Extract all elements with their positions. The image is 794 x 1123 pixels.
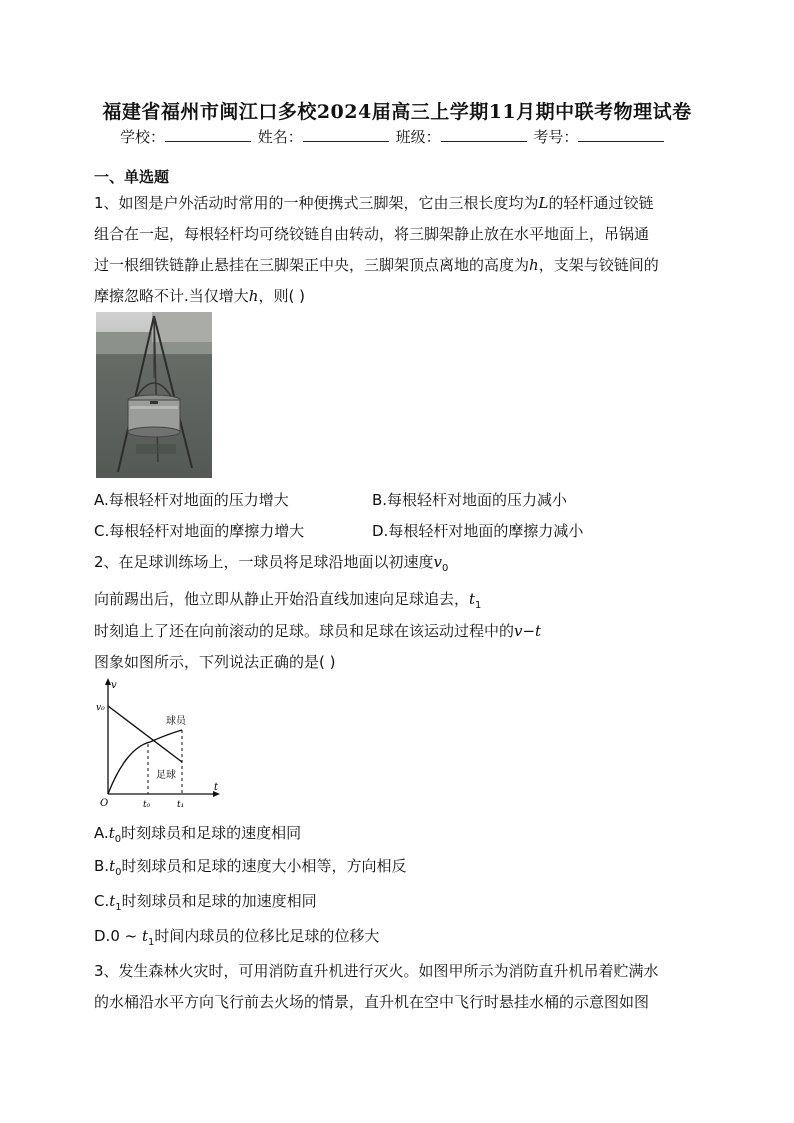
t1-label: t₁ (177, 800, 185, 810)
origin-label: O (100, 798, 109, 809)
player-label: 球员 (166, 716, 186, 727)
section-heading: 一、单选题 (94, 168, 170, 186)
q2-option-c[interactable]: $C.t_1$时刻球员和足球的加速度相同 (94, 892, 317, 913)
q2-option-d[interactable]: D.0 ~ $t_1$时间内球员的位移比足球的位移大 (94, 927, 380, 948)
page-title: 福建省福州市闽江口多校2024届高三上学期11月期中联考物理试卷 (102, 101, 692, 123)
q1-option-b[interactable]: B.每根轻杆对地面的压力减小 (372, 491, 568, 509)
v0-label: v₀ (96, 703, 105, 713)
student-info-row (120, 126, 666, 147)
q1-line-3: 过一根细铁链静止悬挂在三脚架正中央，三脚架顶点离地的高度为h，支架与铰链间的 (94, 256, 659, 274)
class-blank[interactable] (441, 127, 527, 142)
axis-v-label: v (111, 680, 117, 691)
tripod-photo (96, 312, 212, 478)
school-label: 学校： (120, 128, 166, 146)
q3-line-2: 的水桶沿水平方向飞行前去火场的情景，直升机在空中飞行时悬挂水桶的示意图如图 (94, 993, 650, 1011)
name-blank[interactable] (303, 127, 389, 142)
q2-line-4: 图象如图所示，下列说法正确的是( ) (94, 653, 336, 671)
q2-line-1: 2、在足球训练场上，一球员将足球沿地面以初速度$v_0$ (94, 553, 449, 574)
vt-graph (96, 676, 222, 810)
q1-option-a[interactable]: A.每根轻杆对地面的压力增大 (94, 491, 289, 509)
q2-option-b[interactable]: $B.t_0$时刻球员和足球的速度大小相等，方向相反 (94, 857, 407, 878)
class-label: 班级： (395, 128, 441, 146)
school-blank[interactable] (165, 127, 251, 142)
q1-line-1: 1、如图是户外活动时常用的一种便携式三脚架，它由三根长度均为L的轻杆通过铰链 (94, 194, 654, 212)
q2-line-2: 向前踢出后，他立即从静止开始沿直线加速向足球追去，$t_1$ (94, 590, 482, 611)
q2-line-3: 时刻追上了还在向前滚动的足球。球员和足球在该运动过程中的v−t (94, 622, 542, 640)
q1-line-2: 组合在一起，每根轻杆均可绕铰链自由转动，将三脚架静止放在水平地面上，吊锅通 (94, 225, 650, 243)
number-label: 考号： (533, 128, 579, 146)
q1-option-c[interactable]: C.每根轻杆对地面的摩擦力增大 (94, 522, 305, 540)
ball-label: 足球 (156, 770, 176, 781)
q1-line-4: 摩擦忽略不计.当仅增大h，则( ) (94, 287, 305, 305)
player-curve (108, 730, 182, 794)
axis-t-label: t (214, 782, 219, 793)
q1-option-d[interactable]: D.每根轻杆对地面的摩擦力减小 (372, 522, 584, 540)
number-blank[interactable] (578, 127, 664, 142)
name-label: 姓名： (257, 128, 303, 146)
q3-line-1: 3、发生森林火灾时，可用消防直升机进行灭火。如图甲所示为消防直升机吊着贮满水 (94, 962, 659, 980)
t0-label: t₀ (143, 800, 151, 810)
q2-option-a[interactable]: $A.t_0$时刻球员和足球的速度相同 (94, 824, 302, 845)
